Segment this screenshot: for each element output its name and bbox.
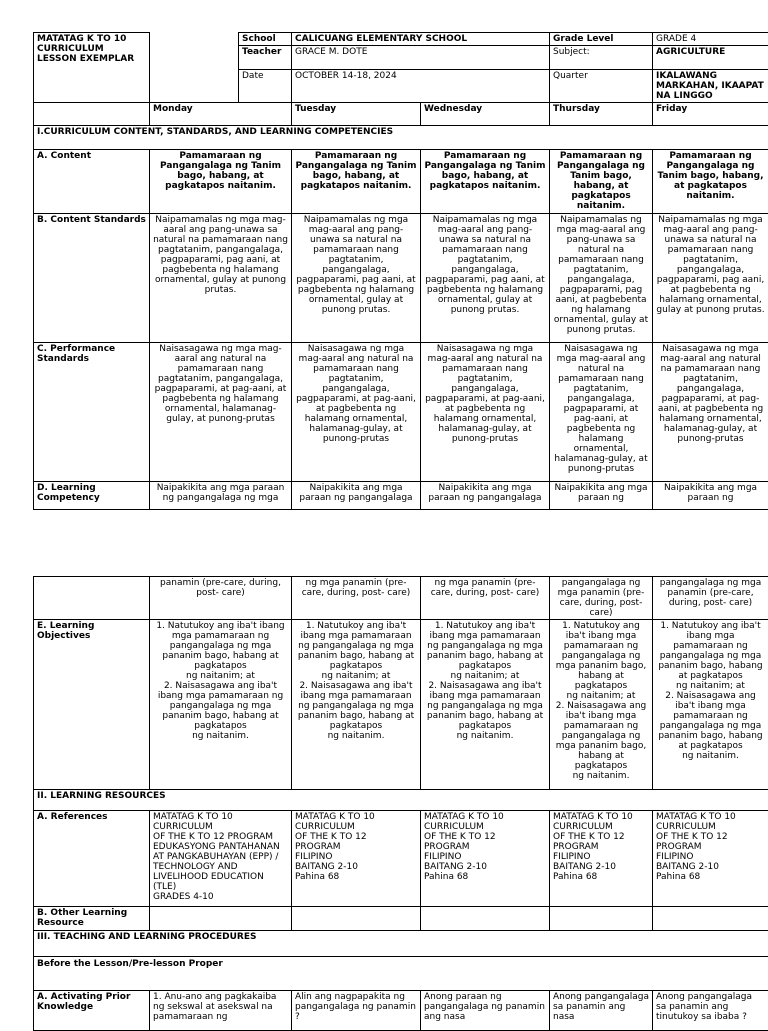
references-label: A. References xyxy=(34,811,150,907)
section-curriculum: I.CURRICULUM CONTENT, STANDARDS, AND LEARNING COMPETENCIES xyxy=(34,126,768,150)
subject-label: Subject: xyxy=(550,46,653,70)
grade-level-value: GRADE 4 xyxy=(653,33,768,46)
lesson-table-page-2 xyxy=(33,576,768,1031)
quarter-label: Quarter xyxy=(550,70,653,103)
competency-cont-wednesday: ng mga panamin (pre-care, during, post- care) xyxy=(421,577,550,620)
competency-label: D. Learning Competency xyxy=(34,482,150,510)
references-friday: MATATAG K TO 10 CURRICULUM OF THE K TO 12 PROGRAM FILIPINO BAITANG 2-10 Pahina 68 xyxy=(653,811,768,907)
teacher-label: Teacher xyxy=(239,46,292,70)
competency-wednesday: Naipakikita ang mga paraan ng pangangalaga xyxy=(421,482,550,510)
content-standards-thursday: Naipamamalas ng mga mag-aaral ang pang-unawa sa natural na pamamaraan nang pagtatanim, pangangalaga, pagpaparami, pag aani, at pagbebenta ng halamang ornamental, gulay at punong prutas. xyxy=(550,214,653,343)
competency-tuesday: Naipakikita ang mga paraan ng pangangalaga xyxy=(292,482,421,510)
references-tuesday: MATATAG K TO 10 CURRICULUM OF THE K TO 12 PROGRAM FILIPINO BAITANG 2-10 Pahina 68 xyxy=(292,811,421,907)
other-resources-label: B. Other Learning Resource xyxy=(34,907,150,931)
school-value: CALICUANG ELEMENTARY SCHOOL xyxy=(292,33,550,46)
activating-thursday: Anong pangangalaga sa panamin ang nasa xyxy=(550,991,653,1031)
performance-standards-thursday: Naisasagawa ng mga mag-aaral ang natural na pamamaraan nang pagtatanim, pangangalaga, pagpaparami, at pag-aani, at pagbebenta ng halamang ornamental, halamanag-gulay, at punong-prutas xyxy=(550,343,653,482)
activating-wednesday: Anong paraan ng pangangalaga ng panamin ang nasa xyxy=(421,991,550,1031)
competency-cont-thursday: pangangalaga ng mga panamin (pre-care, during, post-care) xyxy=(550,577,653,620)
performance-standards-monday: Naisasagawa ng mga mag-aaral ang natural na pamamaraan nang pagtatanim, pangangalaga, pagpaparami, at pag-aani, at pagbebenta ng halamang ornamental, halamanag-gulay, at punong-prutas xyxy=(150,343,292,482)
teacher-value: GRACE M. DOTE xyxy=(292,46,550,70)
subject-value: AGRICULTURE xyxy=(653,46,768,70)
performance-standards-label: C. Performance Standards xyxy=(34,343,150,482)
competency-monday: Naipakikita ang mga paraan ng pangangalaga ng mga xyxy=(150,482,292,510)
section-resources: II. LEARNING RESOURCES xyxy=(34,790,768,811)
performance-standards-friday: Naisasagawa ng mga mag-aaral ang natural na pamamaraan nang pagtatanim, pangangalaga, pagpaparami, at pag-aani, at pagbebenta ng halamang ornamental, halamanag-gulay, at punong-prutas xyxy=(653,343,768,482)
grade-level-label: Grade Level xyxy=(550,33,653,46)
content-standards-tuesday: Naipamamalas ng mga mag-aaral ang pang-unawa sa natural na pamamaraan nang pagtatanim, pangangalaga, pagpaparami, pag aani, at pagbebenta ng halamang ornamental, gulay at punong prutas. xyxy=(292,214,421,343)
competency-friday: Naipakikita ang mga paraan ng xyxy=(653,482,768,510)
performance-standards-tuesday: Naisasagawa ng mga mag-aaral ang natural na pamamaraan nang pagtatanim, pangangalaga, pagpaparami, at pag-aani, at pagbebenta ng halamang ornamental, halamanag-gulay, at punong-prutas xyxy=(292,343,421,482)
objectives-monday: 1. Natutukoy ang iba't ibang mga pamamaraan ng pangangalaga ng mga pananim bago, habang at pagkatapos ng naitanim; at 2. Naisasagawa ang iba't ibang mga pamamaraan ng pangangalaga ng mga pananim bago, habang at pagkatapos ng naitanim. xyxy=(150,620,292,790)
content-standards-wednesday: Naipamamalas ng mga mag-aaral ang pang-unawa sa natural na pamamaraan nang pagtatanim, pangangalaga, pagpaparami, pag aani, at pagbebenta ng halamang ornamental, gulay at punong prutas. xyxy=(421,214,550,343)
content-friday: Pamamaraan ng Pangangalaga ng Tanim bago, habang, at pagkatapos naitanim. xyxy=(653,150,768,214)
day-tuesday: Tuesday xyxy=(292,103,421,126)
content-tuesday: Pamamaraan ng Pangangalaga ng Tanim bago, habang, at pagkatapos naitanim. xyxy=(292,150,421,214)
objectives-thursday: 1. Natutukoy ang iba't ibang mga pamamaraan ng pangangalaga ng mga pananim bago, habang at pagkatapos ng naitanim; at 2. Naisasagawa ang iba't ibang mga pamamaraan ng pangangalaga ng mga pananim bago, habang at pagkatapos ng naitanim. xyxy=(550,620,653,790)
content-monday: Pamamaraan ng Pangangalaga ng Tanim bago, habang, at pagkatapos naitanim. xyxy=(150,150,292,214)
section-procedures: III. TEACHING AND LEARNING PROCEDURES xyxy=(34,931,768,957)
date-label: Date xyxy=(239,70,292,103)
competency-cont-tuesday: ng mga panamin (pre-care, during, post- care) xyxy=(292,577,421,620)
activating-tuesday: Alin ang nagpapakita ng pangangalaga ng panamin ? xyxy=(292,991,421,1031)
content-standards-label: B. Content Standards xyxy=(34,214,150,343)
competency-cont-friday: pangangalaga ng mga panamin (pre-care, during, post- care) xyxy=(653,577,768,620)
content-wednesday: Pamamaraan ng Pangangalaga ng Tanim bago, habang, at pagkatapos naitanim. xyxy=(421,150,550,214)
references-thursday: MATATAG K TO 10 CURRICULUM OF THE K TO 12 PROGRAM FILIPINO BAITANG 2-10 Pahina 68 xyxy=(550,811,653,907)
exemplar-title: MATATAG K TO 10 CURRICULUM LESSON EXEMPLAR xyxy=(34,33,150,103)
day-thursday: Thursday xyxy=(550,103,653,126)
references-wednesday: MATATAG K TO 10 CURRICULUM OF THE K TO 12 PROGRAM FILIPINO BAITANG 2-10 Pahina 68 xyxy=(421,811,550,907)
competency-thursday: Naipakikita ang mga paraan ng xyxy=(550,482,653,510)
performance-standards-wednesday: Naisasagawa ng mga mag-aaral ang natural na pamamaraan nang pagtatanim, pangangalaga, pagpaparami, at pag-aani, at pagbebenta ng halamang ornamental, halamanag-gulay, at punong-prutas xyxy=(421,343,550,482)
content-label: A. Content xyxy=(34,150,150,214)
competency-cont-monday: panamin (pre-care, during, post- care) xyxy=(150,577,292,620)
date-value: OCTOBER 14-18, 2024 xyxy=(292,70,550,103)
content-standards-monday: Naipamamalas ng mga mag-aaral ang pang-unawa sa natural na pamamaraan nang pagtatanim, pangangalaga, pagpaparami, pag aani, at pagbebenta ng halamang ornamental, gulay at punong prutas. xyxy=(150,214,292,343)
day-wednesday: Wednesday xyxy=(421,103,550,126)
objectives-label: E. Learning Objectives xyxy=(34,620,150,790)
school-label: School xyxy=(239,33,292,46)
activating-friday: Anong pangangalaga sa panamin ang tinutukoy sa ibaba ? xyxy=(653,991,768,1031)
day-monday: Monday xyxy=(150,103,292,126)
quarter-value: IKALAWANG MARKAHAN, IKAAPAT NA LINGGO xyxy=(653,70,768,103)
lesson-table-page-1 xyxy=(33,32,768,510)
activating-monday: 1. Anu-ano ang pagkakaiba ng sekswal at asekswal na pamamaraan ng xyxy=(150,991,292,1031)
objectives-tuesday: 1. Natutukoy ang iba't ibang mga pamamaraan ng pangangalaga ng mga pananim bago, habang at pagkatapos ng naitanim; at 2. Naisasagawa ang iba't ibang mga pamamaraan ng pangangalaga ng mga pananim bago, habang at pagkatapos ng naitanim. xyxy=(292,620,421,790)
activating-label: A. Activating Prior Knowledge xyxy=(34,991,150,1031)
section-before-lesson: Before the Lesson/Pre-lesson Proper xyxy=(34,957,768,991)
references-monday: MATATAG K TO 10 CURRICULUM OF THE K TO 12 PROGRAM EDUKASYONG PANTAHANAN AT PANGKABUHAYAN (EPP) / TECHNOLOGY AND LIVELIHOOD EDUCATION (TLE) GRADES 4-10 xyxy=(150,811,292,907)
content-thursday: Pamamaraan ng Pangangalaga ng Tanim bago, habang, at pagkatapos naitanim. xyxy=(550,150,653,214)
day-friday: Friday xyxy=(653,103,768,126)
objectives-wednesday: 1. Natutukoy ang iba't ibang mga pamamaraan ng pangangalaga ng mga pananim bago, habang at pagkatapos ng naitanim; at 2. Naisasagawa ang iba't ibang mga pamamaraan ng pangangalaga ng mga pananim bago, habang at pagkatapos ng naitanim. xyxy=(421,620,550,790)
content-standards-friday: Naipamamalas ng mga mag-aaral ang pang-unawa sa natural na pamamaraan nang pagtatanim, pangangalaga, pagpaparami, pag aani, at pagbebenta ng halamang ornamental, gulay at punong prutas. xyxy=(653,214,768,343)
objectives-friday: 1. Natutukoy ang iba't ibang mga pamamaraan ng pangangalaga ng mga pananim bago, habang at pagkatapos ng naitanim; at 2. Naisasagawa ang iba't ibang mga pamamaraan ng pangangalaga ng mga pananim bago, habang at pagkatapos ng naitanim. xyxy=(653,620,768,790)
